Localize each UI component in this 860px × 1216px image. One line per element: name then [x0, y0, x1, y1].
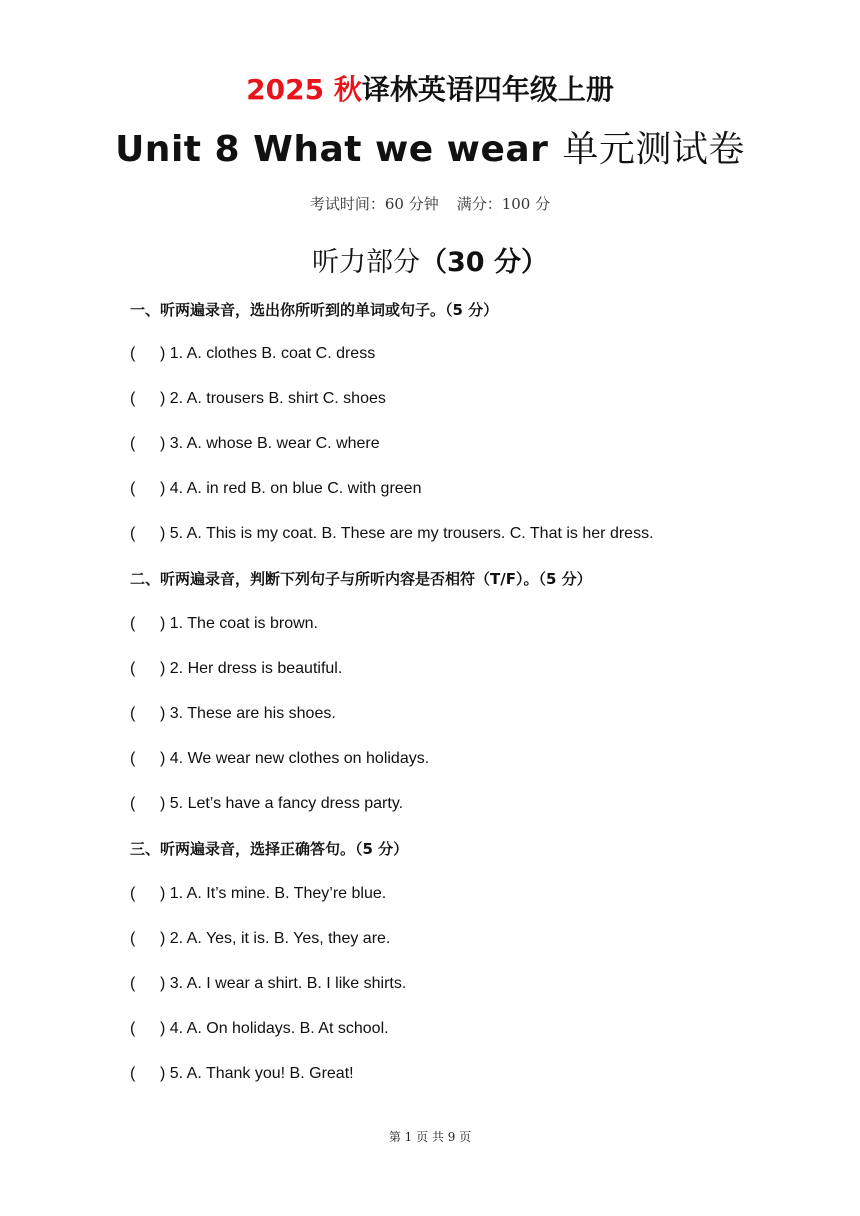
answer-blank[interactable]: ( — [130, 345, 136, 362]
question-item — [130, 704, 336, 724]
question-item — [130, 794, 403, 814]
question-text: ) 4. A. in red B. on blue C. with green — [160, 480, 422, 497]
question-text: ) 5. Let’s have a fancy dress party. — [160, 795, 404, 812]
question-text: ) 3. A. whose B. wear C. where — [160, 435, 380, 452]
full-score: 满分：100 分 — [456, 195, 551, 213]
question-text: ) 1. The coat is brown. — [160, 615, 318, 632]
section-heading: 三、听两遍录音，选择正确答句。（5 分） — [130, 840, 409, 858]
answer-blank[interactable]: ( — [130, 480, 136, 497]
question-text: ) 3. These are his shoes. — [160, 705, 336, 722]
section-heading: 一、听两遍录音，选出你所听到的单词或句子。（5 分） — [130, 301, 499, 319]
question-item — [130, 479, 421, 499]
unit-subtitle: 单元测试卷 — [562, 129, 745, 170]
title-year-season: 2025 秋 — [246, 73, 362, 106]
answer-blank[interactable]: ( — [130, 525, 136, 542]
question-item — [130, 1064, 354, 1084]
question-item — [130, 344, 375, 364]
question-item — [130, 389, 386, 409]
unit-name: Unit 8 What we wear — [115, 129, 549, 170]
answer-blank[interactable]: ( — [130, 390, 136, 407]
exam-time: 考试时间：60 分钟 — [309, 195, 439, 213]
answer-blank[interactable]: ( — [130, 885, 136, 902]
question-item — [130, 434, 380, 454]
question-text: ) 5. A. This is my coat. B. These are my trousers. C. That is her dress. — [160, 525, 654, 542]
document-title — [0, 72, 860, 108]
title-textbook: 译林英语四年级上册 — [361, 73, 614, 106]
question-item — [130, 659, 342, 679]
answer-blank[interactable]: ( — [130, 930, 136, 947]
answer-blank[interactable]: ( — [130, 1020, 136, 1037]
question-item — [130, 974, 406, 994]
question-item — [130, 929, 390, 949]
answer-blank[interactable]: ( — [130, 615, 136, 632]
question-text: ) 5. A. Thank you! B. Great! — [160, 1065, 354, 1082]
unit-title — [0, 126, 860, 174]
question-item — [130, 614, 318, 634]
question-text: ) 2. A. Yes, it is. B. Yes, they are. — [160, 930, 391, 947]
question-item — [130, 749, 429, 769]
question-text: ) 2. A. trousers B. shirt C. shoes — [160, 390, 386, 407]
answer-blank[interactable]: ( — [130, 795, 136, 812]
question-item — [130, 524, 654, 544]
section-heading: 二、听两遍录音，判断下列句子与所听内容是否相符（T/F）。（5 分） — [130, 570, 592, 588]
answer-blank[interactable]: ( — [130, 975, 136, 992]
exam-info — [0, 194, 860, 214]
answer-blank[interactable]: ( — [130, 435, 136, 452]
question-item — [130, 1019, 389, 1039]
part-score: （30 分） — [420, 247, 548, 278]
question-item — [130, 884, 386, 904]
question-text: ) 4. A. On holidays. B. At school. — [160, 1020, 389, 1037]
answer-blank[interactable]: ( — [130, 1065, 136, 1082]
question-text: ) 1. A. It’s mine. B. They’re blue. — [160, 885, 387, 902]
question-text: ) 4. We wear new clothes on holidays. — [160, 750, 430, 767]
answer-blank[interactable]: ( — [130, 660, 136, 677]
question-text: ) 1. A. clothes B. coat C. dress — [160, 345, 376, 362]
answer-blank[interactable]: ( — [130, 750, 136, 767]
answer-blank[interactable]: ( — [130, 705, 136, 722]
page-footer: 第 1 页 共 9 页 — [388, 1130, 472, 1144]
question-text: ) 2. Her dress is beautiful. — [160, 660, 343, 677]
question-text: ) 3. A. I wear a shirt. B. I like shirts. — [160, 975, 407, 992]
part-heading — [0, 244, 860, 282]
part-title: 听力部分 — [312, 247, 420, 278]
